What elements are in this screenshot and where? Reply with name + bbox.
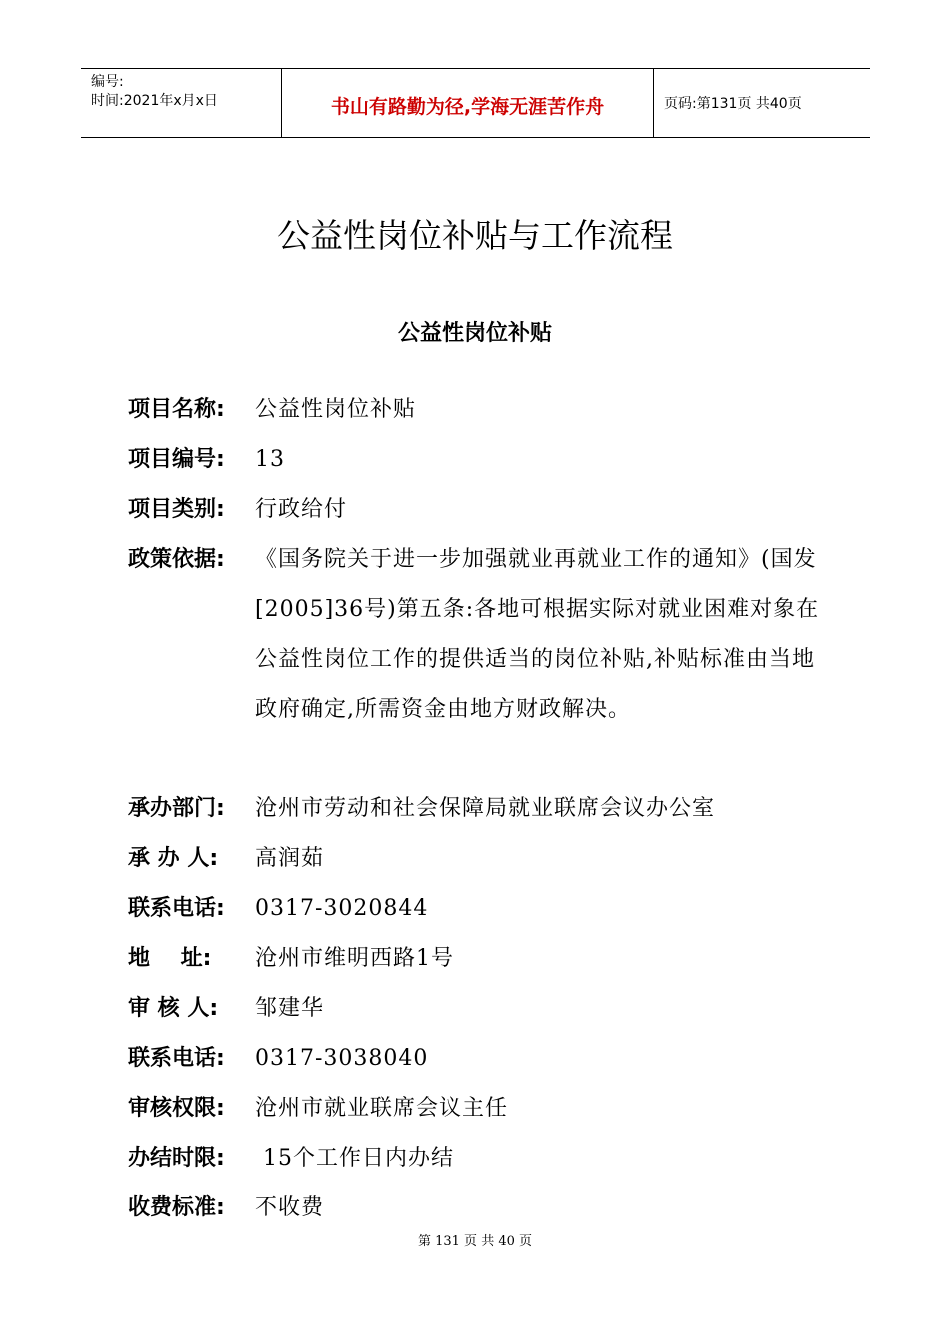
field-label: 项目类别: [128, 497, 225, 522]
field-phone-1 [128, 884, 828, 934]
field-value: 不收费 [255, 1195, 325, 1220]
field-value: 沧州市劳动和社会保障局就业联席会议办公室 [255, 796, 716, 821]
field-label: 联系电话: [128, 896, 225, 921]
field-label: 联系电话: [128, 1046, 225, 1071]
field-handler [128, 834, 828, 884]
field-value: 0317-3038040 [255, 1046, 429, 1071]
field-value: 公益性岗位补贴 [255, 397, 417, 422]
field-label: 承办部门: [128, 796, 225, 821]
field-department [128, 784, 828, 834]
header-motto: 书山有路勤为径,学海无涯苦作舟 [330, 95, 605, 118]
field-project-number [128, 435, 828, 485]
field-reviewer [128, 984, 828, 1034]
doc-time-label: 时间:2021年x月x日 [91, 93, 218, 109]
field-label: 项目名称: [128, 397, 225, 422]
field-project-category [128, 485, 828, 535]
field-label: 审 核 人: [128, 996, 219, 1021]
page-title: 公益性岗位补贴与工作流程 [277, 216, 673, 255]
header-page-cell [654, 69, 870, 137]
section-title: 公益性岗位补贴 [397, 321, 552, 346]
field-value: 沧州市维明西路1号 [255, 946, 454, 971]
field-address [128, 934, 828, 984]
field-review-authority [128, 1084, 828, 1134]
field-label: 项目编号: [128, 447, 225, 472]
field-fee-standard [128, 1183, 828, 1233]
field-label: 办结时限: [128, 1146, 225, 1171]
field-project-name [128, 385, 828, 435]
field-phone-2 [128, 1034, 828, 1084]
field-time-limit [128, 1134, 828, 1184]
field-value: 行政给付 [255, 497, 348, 522]
field-label: 承 办 人: [128, 846, 219, 871]
field-value: 高润茹 [255, 846, 325, 871]
header-table [81, 68, 870, 138]
page-footer: 第 131 页 共 40 页 [417, 1234, 533, 1249]
field-label: 收费标准: [128, 1195, 225, 1220]
field-value: 沧州市就业联席会议主任 [255, 1096, 509, 1121]
field-value: 《国务院关于进一步加强就业再就业工作的通知》(国发[2005]36号)第五条:各地可根据实际对就业困难对象在公益性岗位工作的提供适当的岗位补贴,补贴标准由当地政府确定,所需资金由地方财政解决。 [255, 547, 820, 722]
field-value: 13 [255, 447, 285, 472]
header-meta-cell [81, 69, 282, 137]
field-value: 邹建华 [255, 996, 325, 1021]
field-label: 审核权限: [128, 1096, 225, 1121]
field-policy-basis [128, 535, 828, 735]
header-page-info: 页码:第131页 共40页 [664, 96, 802, 112]
header-motto-cell [282, 69, 654, 137]
doc-code-label: 编号: [91, 74, 124, 90]
field-label: 地 址: [128, 946, 212, 971]
field-value: 0317-3020844 [255, 896, 429, 921]
field-label: 政策依据: [128, 547, 225, 572]
field-value: 15个工作日内办结 [255, 1146, 454, 1171]
